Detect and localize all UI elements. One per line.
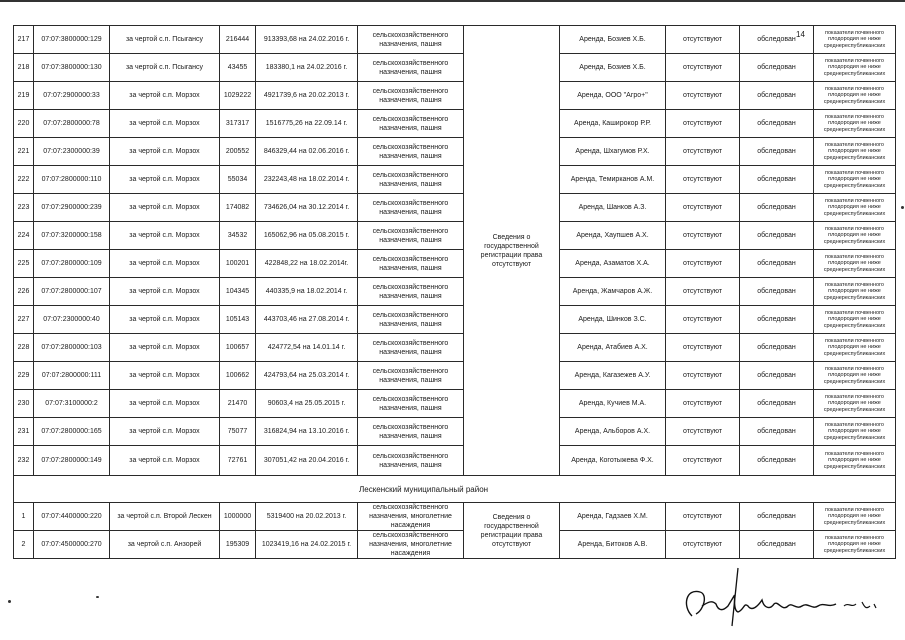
land-use-cell: сельскохозяйственного назначения, пашня: [358, 222, 464, 250]
land-use-cell: сельскохозяйственного назначения, пашня: [358, 446, 464, 476]
area-cell: 21470: [220, 390, 256, 418]
location-cell: за чертой с.п. Морзох: [110, 166, 220, 194]
land-use-cell: сельскохозяйственного назначения, многолетние насаждения: [358, 531, 464, 559]
survey-status-cell: обследован: [740, 503, 814, 531]
encumbrance-status-cell: отсутствуют: [666, 278, 740, 306]
location-cell: за чертой с.п. Морзох: [110, 446, 220, 476]
soil-quality-cell: показатели почвенного плодородия не ниже среднереспубликанских: [814, 194, 896, 222]
row-number-cell: 222: [14, 166, 34, 194]
cadastral-value-cell: 4921739,6 на 20.02.2013 г.: [256, 82, 358, 110]
cadastral-number-cell: 07:07:4400000:220: [34, 503, 110, 531]
encumbrance-status-cell: отсутствуют: [666, 222, 740, 250]
area-cell: 55034: [220, 166, 256, 194]
cadastral-number-cell: 07:07:2800000:149: [34, 446, 110, 476]
row-number-cell: 218: [14, 54, 34, 82]
row-number-cell: 230: [14, 390, 34, 418]
encumbrance-holder-cell: Аренда, Атабиев А.Х.: [560, 334, 666, 362]
table-row: [14, 26, 896, 54]
area-cell: 100201: [220, 250, 256, 278]
survey-status-cell: обследован: [740, 222, 814, 250]
cadastral-value-cell: 424793,64 на 25.03.2014 г.: [256, 362, 358, 390]
row-number-cell: 225: [14, 250, 34, 278]
encumbrance-status-cell: отсутствуют: [666, 166, 740, 194]
signature: [678, 566, 888, 636]
soil-quality-cell: показатели почвенного плодородия не ниже среднереспубликанских: [814, 54, 896, 82]
cadastral-number-cell: 07:07:2800000:110: [34, 166, 110, 194]
cadastral-number-cell: 07:07:2800000:107: [34, 278, 110, 306]
table-row: [14, 362, 896, 390]
survey-status-cell: обследован: [740, 306, 814, 334]
cadastral-number-cell: 07:07:2300000:40: [34, 306, 110, 334]
area-cell: 195309: [220, 531, 256, 559]
soil-quality-cell: показатели почвенного плодородия не ниже среднереспубликанских: [814, 362, 896, 390]
rights-registration-cell: Сведения о государственной регистрации права отсутствуют: [464, 503, 560, 559]
cadastral-value-cell: 443703,46 на 27.08.2014 г.: [256, 306, 358, 334]
location-cell: за чертой с.п. Морзох: [110, 390, 220, 418]
section-title: Лескенский муниципальный район: [14, 476, 896, 503]
table-row: [14, 222, 896, 250]
land-use-cell: сельскохозяйственного назначения, пашня: [358, 54, 464, 82]
scan-dot: [901, 206, 904, 209]
encumbrance-status-cell: отсутствуют: [666, 82, 740, 110]
top-edge-marks: [0, 0, 905, 6]
land-use-cell: сельскохозяйственного назначения, пашня: [358, 194, 464, 222]
row-number-cell: 229: [14, 362, 34, 390]
encumbrance-holder-cell: Аренда, Азаматов Х.А.: [560, 250, 666, 278]
location-cell: за чертой с.п. Морзох: [110, 334, 220, 362]
soil-quality-cell: показатели почвенного плодородия не ниже среднереспубликанских: [814, 390, 896, 418]
encumbrance-holder-cell: Аренда, Темирканов А.М.: [560, 166, 666, 194]
table-row: [14, 334, 896, 362]
land-use-cell: сельскохозяйственного назначения, пашня: [358, 110, 464, 138]
table-row: [14, 306, 896, 334]
encumbrance-holder-cell: Аренда, Жамчаров А.Ж.: [560, 278, 666, 306]
table-row: [14, 278, 896, 306]
area-cell: 200552: [220, 138, 256, 166]
encumbrance-status-cell: отсутствуют: [666, 446, 740, 476]
location-cell: за чертой с.п. Морзох: [110, 110, 220, 138]
cadastral-value-cell: 232243,48 на 18.02.2014 г.: [256, 166, 358, 194]
soil-quality-cell: показатели почвенного плодородия не ниже среднереспубликанских: [814, 503, 896, 531]
table-body-section: [14, 503, 896, 559]
table-row: [14, 138, 896, 166]
cadastral-value-cell: 734626,04 на 30.12.2014 г.: [256, 194, 358, 222]
encumbrance-holder-cell: Аренда, Бозиев Х.Б.: [560, 54, 666, 82]
area-cell: 75077: [220, 418, 256, 446]
encumbrance-holder-cell: Аренда, Альборов А.Х.: [560, 418, 666, 446]
row-number-cell: 232: [14, 446, 34, 476]
table-row: [14, 82, 896, 110]
row-number-cell: 220: [14, 110, 34, 138]
area-cell: 72761: [220, 446, 256, 476]
encumbrance-status-cell: отсутствуют: [666, 26, 740, 54]
survey-status-cell: обследован: [740, 110, 814, 138]
table-row: [14, 418, 896, 446]
row-number-cell: 228: [14, 334, 34, 362]
cadastral-number-cell: 07:07:2800000:78: [34, 110, 110, 138]
table-row: [14, 54, 896, 82]
table-row: [14, 390, 896, 418]
area-cell: 1000000: [220, 503, 256, 531]
soil-quality-cell: показатели почвенного плодородия не ниже среднереспубликанских: [814, 418, 896, 446]
soil-quality-cell: показатели почвенного плодородия не ниже среднереспубликанских: [814, 531, 896, 559]
section-header-body: [14, 476, 896, 503]
soil-quality-cell: показатели почвенного плодородия не ниже среднереспубликанских: [814, 222, 896, 250]
encumbrance-holder-cell: Аренда, Хаупшев А.Х.: [560, 222, 666, 250]
cadastral-value-cell: 846329,44 на 02.06.2016 г.: [256, 138, 358, 166]
encumbrance-status-cell: отсутствуют: [666, 306, 740, 334]
row-number-cell: 231: [14, 418, 34, 446]
scan-dot: [96, 596, 99, 598]
soil-quality-cell: показатели почвенного плодородия не ниже среднереспубликанских: [814, 446, 896, 476]
row-number-cell: 1: [14, 503, 34, 531]
location-cell: за чертой с.п. Морзох: [110, 418, 220, 446]
survey-status-cell: обследован: [740, 362, 814, 390]
survey-status-cell: обследован: [740, 166, 814, 194]
cadastral-number-cell: 07:07:3800000:129: [34, 26, 110, 54]
encumbrance-status-cell: отсутствуют: [666, 194, 740, 222]
area-cell: 104345: [220, 278, 256, 306]
soil-quality-cell: показатели почвенного плодородия не ниже среднереспубликанских: [814, 334, 896, 362]
survey-status-cell: обследован: [740, 278, 814, 306]
encumbrance-holder-cell: Аренда, Шанков А.З.: [560, 194, 666, 222]
location-cell: за чертой с.п. Морзох: [110, 82, 220, 110]
cadastral-value-cell: 1516775,26 на 22.09.14 г.: [256, 110, 358, 138]
row-number-cell: 2: [14, 531, 34, 559]
location-cell: за чертой с.п. Морзох: [110, 138, 220, 166]
cadastral-value-cell: 183380,1 на 24.02.2016 г.: [256, 54, 358, 82]
area-cell: 1029222: [220, 82, 256, 110]
soil-quality-cell: показатели почвенного плодородия не ниже среднереспубликанских: [814, 110, 896, 138]
location-cell: за чертой с.п. Псыгансу: [110, 26, 220, 54]
location-cell: за чертой с.п. Морзох: [110, 250, 220, 278]
survey-status-cell: обследован: [740, 26, 814, 54]
cadastral-number-cell: 07:07:2800000:103: [34, 334, 110, 362]
location-cell: за чертой с.п. Морзох: [110, 306, 220, 334]
cadastral-value-cell: 913393,68 на 24.02.2016 г.: [256, 26, 358, 54]
area-cell: 100657: [220, 334, 256, 362]
encumbrance-holder-cell: Аренда, Шинков З.С.: [560, 306, 666, 334]
land-use-cell: сельскохозяйственного назначения, пашня: [358, 306, 464, 334]
area-cell: 100662: [220, 362, 256, 390]
encumbrance-holder-cell: Аренда, Кучиев М.А.: [560, 390, 666, 418]
encumbrance-status-cell: отсутствуют: [666, 54, 740, 82]
cadastral-value-cell: 5319400 на 20.02.2013 г.: [256, 503, 358, 531]
table-row: [14, 194, 896, 222]
location-cell: за чертой с.п. Морзох: [110, 194, 220, 222]
table-body-main: [14, 26, 896, 476]
cadastral-number-cell: 07:07:4500000:270: [34, 531, 110, 559]
table-row: [14, 250, 896, 278]
rights-registration-cell: Сведения о государственной регистрации права отсутствуют: [464, 26, 560, 476]
land-use-cell: сельскохозяйственного назначения, пашня: [358, 334, 464, 362]
cadastral-value-cell: 424772,54 на 14.01.14 г.: [256, 334, 358, 362]
encumbrance-status-cell: отсутствуют: [666, 110, 740, 138]
encumbrance-holder-cell: Аренда, Бозиев Х.Б.: [560, 26, 666, 54]
cadastral-value-cell: 165062,96 на 05.08.2015 г.: [256, 222, 358, 250]
cadastral-value-cell: 90603,4 на 25.05.2015 г.: [256, 390, 358, 418]
cadastral-number-cell: 07:07:2800000:109: [34, 250, 110, 278]
location-cell: за чертой с.п. Морзох: [110, 278, 220, 306]
table-row: [14, 446, 896, 476]
table-row: [14, 166, 896, 194]
row-number-cell: 226: [14, 278, 34, 306]
table-row: [14, 503, 896, 531]
row-number-cell: 223: [14, 194, 34, 222]
cadastral-number-cell: 07:07:3100000:2: [34, 390, 110, 418]
land-use-cell: сельскохозяйственного назначения, пашня: [358, 250, 464, 278]
scan-dot: [8, 600, 11, 603]
land-use-cell: сельскохозяйственного назначения, пашня: [358, 418, 464, 446]
survey-status-cell: обследован: [740, 250, 814, 278]
survey-status-cell: обследован: [740, 446, 814, 476]
table-row: [14, 110, 896, 138]
soil-quality-cell: показатели почвенного плодородия не ниже среднереспубликанских: [814, 306, 896, 334]
survey-status-cell: обследован: [740, 418, 814, 446]
cadastral-value-cell: 422848,22 на 18.02.2014г.: [256, 250, 358, 278]
encumbrance-holder-cell: Аренда, Коготыжева Ф.Х.: [560, 446, 666, 476]
land-use-cell: сельскохозяйственного назначения, пашня: [358, 278, 464, 306]
soil-quality-cell: показатели почвенного плодородия не ниже среднереспубликанских: [814, 278, 896, 306]
location-cell: за чертой с.п. Морзох: [110, 222, 220, 250]
row-number-cell: 219: [14, 82, 34, 110]
land-use-cell: сельскохозяйственного назначения, пашня: [358, 138, 464, 166]
survey-status-cell: обследован: [740, 531, 814, 559]
location-cell: за чертой с.п. Псыгансу: [110, 54, 220, 82]
survey-status-cell: обследован: [740, 390, 814, 418]
encumbrance-holder-cell: Аренда, Кагазежев А.У.: [560, 362, 666, 390]
cadastral-value-cell: 316824,94 на 13.10.2016 г.: [256, 418, 358, 446]
cadastral-value-cell: 307051,42 на 20.04.2016 г.: [256, 446, 358, 476]
encumbrance-status-cell: отсутствуют: [666, 531, 740, 559]
survey-status-cell: обследован: [740, 194, 814, 222]
encumbrance-status-cell: отсутствуют: [666, 503, 740, 531]
area-cell: 216444: [220, 26, 256, 54]
row-number-cell: 227: [14, 306, 34, 334]
encumbrance-status-cell: отсутствуют: [666, 362, 740, 390]
cadastral-number-cell: 07:07:3200000:158: [34, 222, 110, 250]
survey-status-cell: обследован: [740, 334, 814, 362]
area-cell: 174082: [220, 194, 256, 222]
location-cell: за чертой с.п. Морзох: [110, 362, 220, 390]
encumbrance-status-cell: отсутствуют: [666, 334, 740, 362]
area-cell: 105143: [220, 306, 256, 334]
soil-quality-cell: показатели почвенного плодородия не ниже среднереспубликанских: [814, 166, 896, 194]
cadastral-number-cell: 07:07:2800000:111: [34, 362, 110, 390]
cadastral-number-cell: 07:07:2800000:165: [34, 418, 110, 446]
survey-status-cell: обследован: [740, 82, 814, 110]
page-number: 14: [796, 30, 805, 39]
encumbrance-holder-cell: Аренда, ООО "Агро+": [560, 82, 666, 110]
survey-status-cell: обследован: [740, 138, 814, 166]
location-cell: за чертой с.п. Второй Лескен: [110, 503, 220, 531]
encumbrance-holder-cell: Аренда, Битоков А.В.: [560, 531, 666, 559]
area-cell: 317317: [220, 110, 256, 138]
area-cell: 43455: [220, 54, 256, 82]
cadastral-number-cell: 07:07:2300000:39: [34, 138, 110, 166]
area-cell: 34532: [220, 222, 256, 250]
location-cell: за чертой с.п. Анзорей: [110, 531, 220, 559]
cadastral-value-cell: 440335,9 на 18.02.2014 г.: [256, 278, 358, 306]
row-number-cell: 217: [14, 26, 34, 54]
encumbrance-holder-cell: Аренда, Гадзаев Х.М.: [560, 503, 666, 531]
encumbrance-status-cell: отсутствуют: [666, 390, 740, 418]
land-registry-table: [13, 25, 896, 559]
row-number-cell: 224: [14, 222, 34, 250]
encumbrance-status-cell: отсутствуют: [666, 418, 740, 446]
row-number-cell: 221: [14, 138, 34, 166]
encumbrance-status-cell: отсутствуют: [666, 138, 740, 166]
land-use-cell: сельскохозяйственного назначения, пашня: [358, 82, 464, 110]
land-use-cell: сельскохозяйственного назначения, пашня: [358, 390, 464, 418]
soil-quality-cell: показатели почвенного плодородия не ниже среднереспубликанских: [814, 26, 896, 54]
soil-quality-cell: показатели почвенного плодородия не ниже среднереспубликанских: [814, 250, 896, 278]
survey-status-cell: обследован: [740, 54, 814, 82]
encumbrance-status-cell: отсутствуют: [666, 250, 740, 278]
cadastral-value-cell: 1023419,16 на 24.02.2015 г.: [256, 531, 358, 559]
table-row: [14, 531, 896, 559]
land-use-cell: сельскохозяйственного назначения, пашня: [358, 362, 464, 390]
cadastral-number-cell: 07:07:2900000:33: [34, 82, 110, 110]
cadastral-number-cell: 07:07:3800000:130: [34, 54, 110, 82]
encumbrance-holder-cell: Аренда, Каширокор Р.Р.: [560, 110, 666, 138]
cadastral-number-cell: 07:07:2900000:239: [34, 194, 110, 222]
encumbrance-holder-cell: Аренда, Шхагумов Р.Х.: [560, 138, 666, 166]
land-use-cell: сельскохозяйственного назначения, многолетние насаждения: [358, 503, 464, 531]
soil-quality-cell: показатели почвенного плодородия не ниже среднереспубликанских: [814, 82, 896, 110]
soil-quality-cell: показатели почвенного плодородия не ниже среднереспубликанских: [814, 138, 896, 166]
land-use-cell: сельскохозяйственного назначения, пашня: [358, 26, 464, 54]
land-use-cell: сельскохозяйственного назначения, пашня: [358, 166, 464, 194]
